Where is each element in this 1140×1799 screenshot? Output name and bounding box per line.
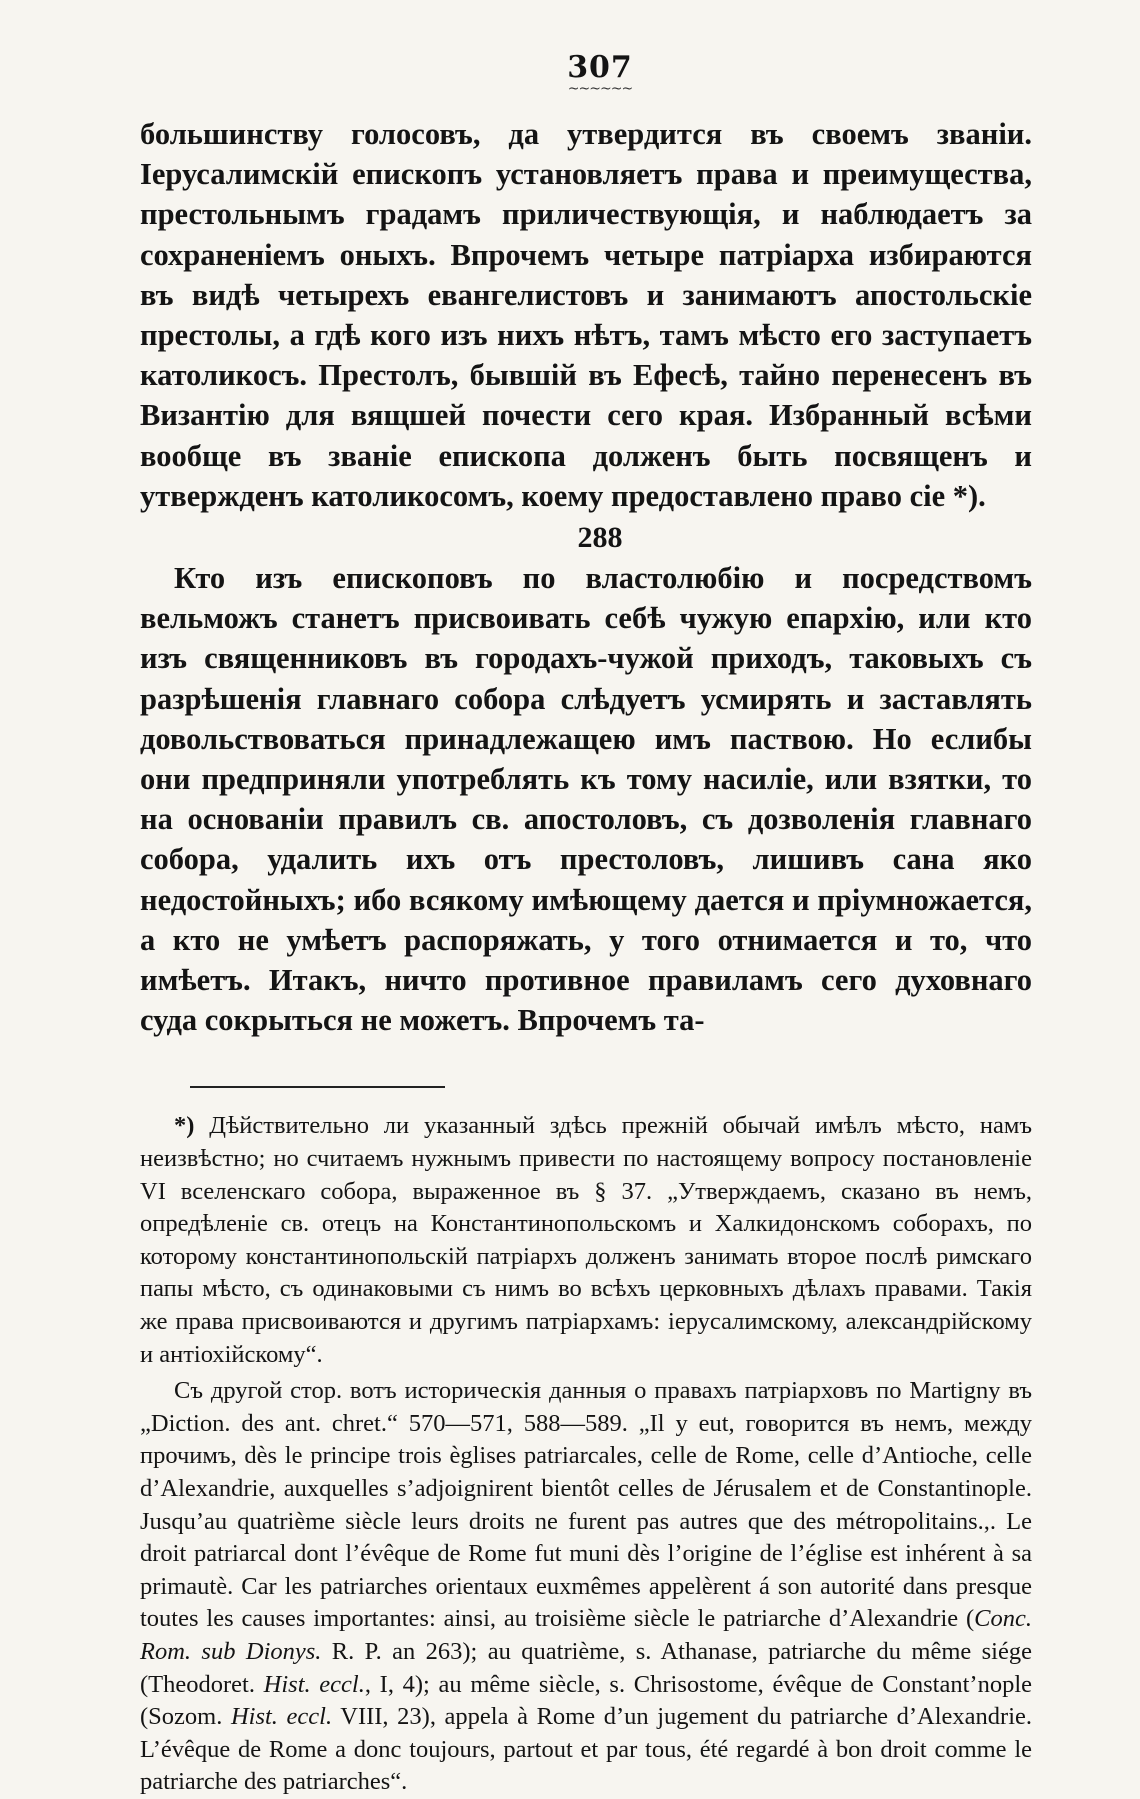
- footnote-2-part-1: Съ другой стор. вотъ историческія данныя о правахъ патріарховъ по Martigny въ „Diction. des ant. chret.“ 570—571, 588—589. „Il y eut, говорится въ немъ, между прочимъ, dès le principe trois èglises patriarcales, celle de Rome, celle d’Antioche, celle d’Alexandrie, auxquelles s’adjoignirent bientôt celles de Jérusalem et de Constantinople. Jusqu’au quatrième siècle leurs droits ne furent pas autres que des métropolitains.,. Le droit patriarcal dont l’évêque de Rome fut muni dès l’origine de l’église est inhérent à sa primautè. Car les patriarches orientaux euxmêmes appelèrent á son autorité dans presque toutes les causes importantes: ainsi, au troisième siècle le patriarche d’Alexandrie (: [140, 1377, 1032, 1633]
- footnote-2: [140, 1375, 1032, 1799]
- footnote-divider: [190, 1086, 445, 1088]
- citation-sozomen: Hist. eccl.: [230, 1703, 333, 1731]
- footnote-1: [140, 1110, 1032, 1371]
- footnote-2-part-3: , I, 4); au même siècle, s. Chrisostome, évêque de Constant’nople (Sozom.: [140, 1670, 1032, 1731]
- paragraph-section-288: Кто изъ епископовъ по властолюбію и посредствомъ вельможъ станетъ присвоивать себѣ чужую епархію, или кто изъ священниковъ въ городахъ-чужой приходъ, таковыхъ съ разрѣшенія главнаго собора слѣдуетъ усмирять и заставлять довольствоваться принадлежащею имъ паствою. Но еслибы они предприняли употреблять къ тому насиліе, или взятки, то на основаніи правилъ св. апостоловъ, съ дозволенія главнаго собора, удалить ихъ отъ престоловъ, лишивъ сана яко недостойныхъ; ибо всякому имѣющему дается и пріумножается, а кто не умѣетъ распоряжать, у того отнимается и то, что имѣетъ. Итакъ, ничто противное правиламъ сего духовнаго суда сокрыться не можетъ. Впрочемъ та-: [140, 561, 1032, 1038]
- citation-theodoret: Hist. eccl.: [263, 1670, 365, 1698]
- page-number-ornament: ~~~~~~: [567, 81, 633, 97]
- section-number: 288: [577, 521, 623, 555]
- citation-conc-rom: Conc. Rom. sub Dionys.: [140, 1605, 1032, 1665]
- footnote-mark: *): [174, 1112, 195, 1140]
- footnote-1-text: Дѣйствительно ли указанный здѣсь прежній обычай имѣлъ мѣсто, намъ неизвѣстно; но считаемъ нужнымъ привести по настоящему вопросу постановленіе VI вселенскаго собора, выраженное въ § 37. „Утверждаемъ, сказано въ немъ, опредѣленіе св. отецъ на Константинопольскомъ и Халкидонскомъ соборахъ, по которому константинопольскій патріархъ долженъ занимать второе послѣ римскаго папы мѣсто, съ одинаковыми съ нимъ во всѣхъ церковныхъ дѣлахъ правами. Такія же права присвоиваются и другимъ патріархамъ: іерусалимскому, александрійскому и антіохійскому“.: [140, 1112, 1032, 1368]
- main-text: [140, 114, 1032, 1040]
- footnote-2-part-4: VIII, 23), appela à Rome d’un jugement du patriarche d’Alexandrie. L’évêque de Rome a donc toujours, partout et par tous, été regardé à bon droit comme le patriarche des patriarches“.: [140, 1703, 1033, 1796]
- page-number: 307: [567, 50, 633, 85]
- footnote-2-part-2: R. P. an 263); au quatrième, s. Athanase, patriarche du même siége (Theodoret.: [140, 1637, 1032, 1698]
- paragraph-continued: большинству голосовъ, да утвердится въ своемъ званіи. Іерусалимскій епископъ установляетъ права и преимущества, престольнымъ градамъ приличествующія, и наблюдаетъ за сохраненіемъ оныхъ. Впрочемъ четыре патріарха избираются въ видѣ четырехъ евангелистовъ и занимаютъ апостольскіе престолы, а гдѣ кого изъ нихъ нѣтъ, тамъ мѣсто его заступаетъ католикосъ. Престолъ, бывшій въ Ефесѣ, тайно перенесенъ въ Византію для вящшей почести сего края. Избранный всѣми вообще въ званіе епископа долженъ быть посвященъ и утвержденъ католикосомъ, коему предоставлено право сіе *).: [140, 117, 1032, 513]
- footnotes: [140, 1110, 1032, 1798]
